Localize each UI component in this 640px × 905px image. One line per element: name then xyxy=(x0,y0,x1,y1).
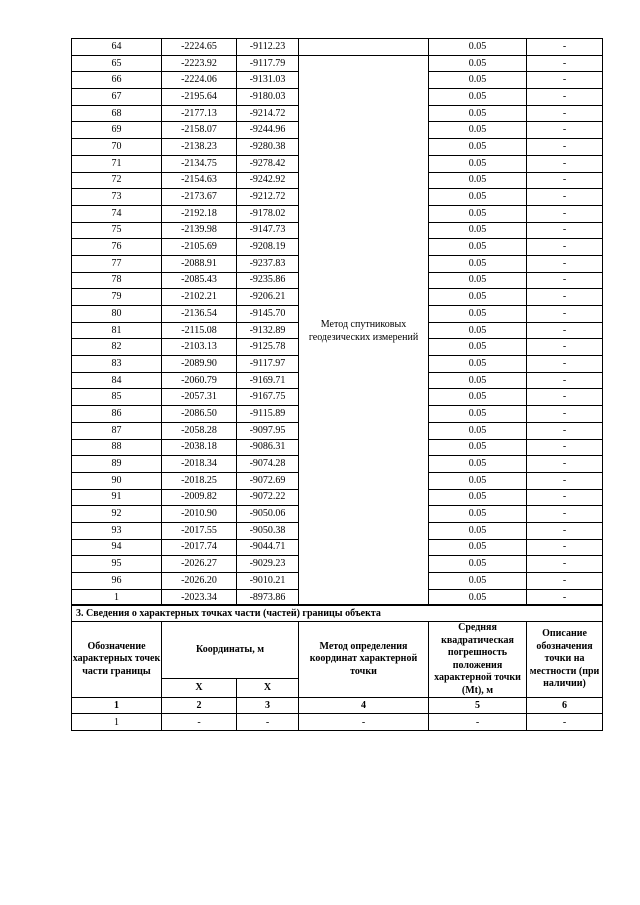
cell-x: -2102.21 xyxy=(162,289,237,306)
cell-x: -2192.18 xyxy=(162,205,237,222)
cell-x: -2223.92 xyxy=(162,55,237,72)
cell-description: - xyxy=(527,306,603,323)
column-number: 1 xyxy=(72,698,162,714)
cell-x: -2154.63 xyxy=(162,172,237,189)
cell-point: 1 xyxy=(72,714,162,731)
header-x: X xyxy=(162,679,237,698)
cell-description: - xyxy=(527,289,603,306)
cell-y: -9235.86 xyxy=(237,272,299,289)
cell-mean-error: 0.05 xyxy=(429,489,527,506)
header-method: Метод определения координат характерной точки xyxy=(299,622,429,698)
cell-y: -9244.96 xyxy=(237,122,299,139)
cell-y: -9072.69 xyxy=(237,472,299,489)
cell-mean-error: 0.05 xyxy=(429,89,527,106)
cell-y: -9072.22 xyxy=(237,489,299,506)
cell-description: - xyxy=(527,456,603,473)
cell-mean-error: 0.05 xyxy=(429,189,527,206)
cell-point: 92 xyxy=(72,506,162,523)
cell-x: -2009.82 xyxy=(162,489,237,506)
cell-description: - xyxy=(527,439,603,456)
cell-point: 1 xyxy=(72,589,162,606)
cell-description: - xyxy=(527,356,603,373)
cell-description: - xyxy=(527,255,603,272)
cell-description: - xyxy=(527,472,603,489)
cell-mean-error: 0.05 xyxy=(429,506,527,523)
cell-x: -2085.43 xyxy=(162,272,237,289)
cell-description: - xyxy=(527,155,603,172)
cell-mean-error: 0.05 xyxy=(429,72,527,89)
cell-y: -9169.71 xyxy=(237,372,299,389)
column-number: 3 xyxy=(237,698,299,714)
cell-point: 87 xyxy=(72,422,162,439)
cell-mean-error: 0.05 xyxy=(429,255,527,272)
cell-x: -2026.20 xyxy=(162,573,237,590)
cell-x: -2224.65 xyxy=(162,39,237,56)
cell-mean-error: 0.05 xyxy=(429,556,527,573)
cell-x: -2058.28 xyxy=(162,422,237,439)
cell-x: -2026.27 xyxy=(162,556,237,573)
cell-mean-error: 0.05 xyxy=(429,222,527,239)
cell-mean-error: 0.05 xyxy=(429,539,527,556)
cell-y: -9050.38 xyxy=(237,522,299,539)
cell-point: 65 xyxy=(72,55,162,72)
cell-mean-error: 0.05 xyxy=(429,456,527,473)
cell-y: -9147.73 xyxy=(237,222,299,239)
cell-point: 75 xyxy=(72,222,162,239)
cell-mean-error: 0.05 xyxy=(429,122,527,139)
cell-method-empty xyxy=(299,39,429,56)
cell-x: -2158.07 xyxy=(162,122,237,139)
cell-description: - xyxy=(527,239,603,256)
cell-point: 70 xyxy=(72,139,162,156)
header-y: X xyxy=(237,679,299,698)
cell-x: -2018.34 xyxy=(162,456,237,473)
table-row xyxy=(72,55,603,72)
cell-point: 68 xyxy=(72,105,162,122)
header-coordinates: Координаты, м xyxy=(162,622,299,679)
cell-description: - xyxy=(527,389,603,406)
column-number: 4 xyxy=(299,698,429,714)
cell-x: -2138.23 xyxy=(162,139,237,156)
cell-description: - xyxy=(527,406,603,423)
cell-y: -9117.97 xyxy=(237,356,299,373)
cell-y: -9242.92 xyxy=(237,172,299,189)
cell-y: -9097.95 xyxy=(237,422,299,439)
cell-x: -2195.64 xyxy=(162,89,237,106)
cell-mean-error: 0.05 xyxy=(429,306,527,323)
cell-description: - xyxy=(527,556,603,573)
cell-mean-error: 0.05 xyxy=(429,372,527,389)
cell-point: 94 xyxy=(72,539,162,556)
cell-mean-error: 0.05 xyxy=(429,55,527,72)
cell-y: -9145.70 xyxy=(237,306,299,323)
cell-x: -2103.13 xyxy=(162,339,237,356)
cell-description: - xyxy=(527,539,603,556)
cell-method: Метод спутниковых геодезических измерений xyxy=(299,55,429,606)
cell-description: - xyxy=(527,322,603,339)
cell-point: 91 xyxy=(72,489,162,506)
cell-point: 80 xyxy=(72,306,162,323)
cell-x: -2088.91 xyxy=(162,255,237,272)
cell-point: 71 xyxy=(72,155,162,172)
cell-x: -2017.74 xyxy=(162,539,237,556)
cell-point: 82 xyxy=(72,339,162,356)
table-row xyxy=(72,714,603,731)
cell-x: -2136.54 xyxy=(162,306,237,323)
cell-description: - xyxy=(527,189,603,206)
cell-description: - xyxy=(527,489,603,506)
cell-point: 96 xyxy=(72,573,162,590)
column-number: 5 xyxy=(429,698,527,714)
cell-mean-error: 0.05 xyxy=(429,139,527,156)
cell-y: -9117.79 xyxy=(237,55,299,72)
cell-y: -9086.31 xyxy=(237,439,299,456)
cell-point: 67 xyxy=(72,89,162,106)
cell-y: -9131.03 xyxy=(237,72,299,89)
cell-point: 79 xyxy=(72,289,162,306)
cell-y: -9112.23 xyxy=(237,39,299,56)
cell-description: - xyxy=(527,205,603,222)
header-point-designation: Обозначение характерных точек части границы xyxy=(72,622,162,698)
cell-x: -2173.67 xyxy=(162,189,237,206)
cell-point: 84 xyxy=(72,372,162,389)
cell-x: -2115.08 xyxy=(162,322,237,339)
cell-description: - xyxy=(527,714,603,731)
cell-y: -9237.83 xyxy=(237,255,299,272)
cell-mean-error: 0.05 xyxy=(429,472,527,489)
cell-x: -2177.13 xyxy=(162,105,237,122)
cell-x: -2086.50 xyxy=(162,406,237,423)
cell-x: -2224.06 xyxy=(162,72,237,89)
table-row xyxy=(72,39,603,56)
cell-point: 85 xyxy=(72,389,162,406)
cell-y: -9029.23 xyxy=(237,556,299,573)
cell-mean-error: 0.05 xyxy=(429,573,527,590)
cell-mean-error: 0.05 xyxy=(429,272,527,289)
cell-y: -9208.19 xyxy=(237,239,299,256)
cell-description: - xyxy=(527,422,603,439)
cell-mean-error: 0.05 xyxy=(429,406,527,423)
cell-x: -2023.34 xyxy=(162,589,237,606)
cell-point: 74 xyxy=(72,205,162,222)
cell-x: -2139.98 xyxy=(162,222,237,239)
cell-y: -9212.72 xyxy=(237,189,299,206)
cell-y: -9278.42 xyxy=(237,155,299,172)
cell-mean-error: 0.05 xyxy=(429,205,527,222)
cell-y: -9074.28 xyxy=(237,456,299,473)
cell-point: 88 xyxy=(72,439,162,456)
cell-y: -9280.38 xyxy=(237,139,299,156)
cell-description: - xyxy=(527,55,603,72)
cell-point: 83 xyxy=(72,356,162,373)
column-number: 6 xyxy=(527,698,603,714)
cell-mean-error: 0.05 xyxy=(429,155,527,172)
cell-description: - xyxy=(527,139,603,156)
cell-mean-error: 0.05 xyxy=(429,39,527,56)
header-mean-error: Средняя квадратическая погрешность положения характерной точки (Mt), м xyxy=(429,622,527,698)
cell-y: -9214.72 xyxy=(237,105,299,122)
cell-x: -2134.75 xyxy=(162,155,237,172)
cell-point: 69 xyxy=(72,122,162,139)
cell-point: 93 xyxy=(72,522,162,539)
cell-x: -2018.25 xyxy=(162,472,237,489)
cell-y: -9044.71 xyxy=(237,539,299,556)
cell-description: - xyxy=(527,72,603,89)
cell-mean-error: 0.05 xyxy=(429,422,527,439)
cell-point: 90 xyxy=(72,472,162,489)
cell-mean-error: 0.05 xyxy=(429,339,527,356)
header-description: Описание обозначения точки на местности (при наличии) xyxy=(527,622,603,698)
cell-point: 73 xyxy=(72,189,162,206)
column-number: 2 xyxy=(162,698,237,714)
cell-mean-error: 0.05 xyxy=(429,439,527,456)
cell-x: -2105.69 xyxy=(162,239,237,256)
cell-y: -9178.02 xyxy=(237,205,299,222)
cell-mean-error: - xyxy=(429,714,527,731)
cell-point: 81 xyxy=(72,322,162,339)
cell-x: -2038.18 xyxy=(162,439,237,456)
cell-mean-error: 0.05 xyxy=(429,322,527,339)
cell-point: 66 xyxy=(72,72,162,89)
cell-description: - xyxy=(527,122,603,139)
cell-description: - xyxy=(527,105,603,122)
cell-description: - xyxy=(527,522,603,539)
cell-point: 86 xyxy=(72,406,162,423)
cell-mean-error: 0.05 xyxy=(429,239,527,256)
cell-y: - xyxy=(237,714,299,731)
cell-mean-error: 0.05 xyxy=(429,522,527,539)
cell-point: 77 xyxy=(72,255,162,272)
cell-y: -9125.78 xyxy=(237,339,299,356)
cell-y: -9115.89 xyxy=(237,406,299,423)
cell-description: - xyxy=(527,39,603,56)
cell-description: - xyxy=(527,372,603,389)
section3-table xyxy=(71,604,603,731)
cell-x: -2089.90 xyxy=(162,356,237,373)
cell-method: - xyxy=(299,714,429,731)
cell-description: - xyxy=(527,222,603,239)
cell-point: 89 xyxy=(72,456,162,473)
cell-mean-error: 0.05 xyxy=(429,356,527,373)
cell-y: -9180.03 xyxy=(237,89,299,106)
cell-point: 72 xyxy=(72,172,162,189)
cell-mean-error: 0.05 xyxy=(429,289,527,306)
cell-point: 78 xyxy=(72,272,162,289)
cell-y: -9010.21 xyxy=(237,573,299,590)
cell-y: -9206.21 xyxy=(237,289,299,306)
cell-description: - xyxy=(527,339,603,356)
cell-description: - xyxy=(527,89,603,106)
cell-description: - xyxy=(527,172,603,189)
cell-y: -8973.86 xyxy=(237,589,299,606)
cell-description: - xyxy=(527,589,603,606)
cell-x: - xyxy=(162,714,237,731)
cell-y: -9050.06 xyxy=(237,506,299,523)
cell-x: -2017.55 xyxy=(162,522,237,539)
cell-point: 76 xyxy=(72,239,162,256)
cell-description: - xyxy=(527,272,603,289)
cell-mean-error: 0.05 xyxy=(429,105,527,122)
cell-mean-error: 0.05 xyxy=(429,389,527,406)
cell-point: 95 xyxy=(72,556,162,573)
coordinates-table xyxy=(71,38,603,606)
cell-x: -2057.31 xyxy=(162,389,237,406)
cell-description: - xyxy=(527,573,603,590)
cell-y: -9167.75 xyxy=(237,389,299,406)
cell-point: 64 xyxy=(72,39,162,56)
cell-x: -2060.79 xyxy=(162,372,237,389)
cell-description: - xyxy=(527,506,603,523)
section3-title: 3. Сведения о характерных точках части (частей) границы объекта xyxy=(72,605,603,622)
cell-mean-error: 0.05 xyxy=(429,172,527,189)
cell-mean-error: 0.05 xyxy=(429,589,527,606)
cell-x: -2010.90 xyxy=(162,506,237,523)
cell-y: -9132.89 xyxy=(237,322,299,339)
